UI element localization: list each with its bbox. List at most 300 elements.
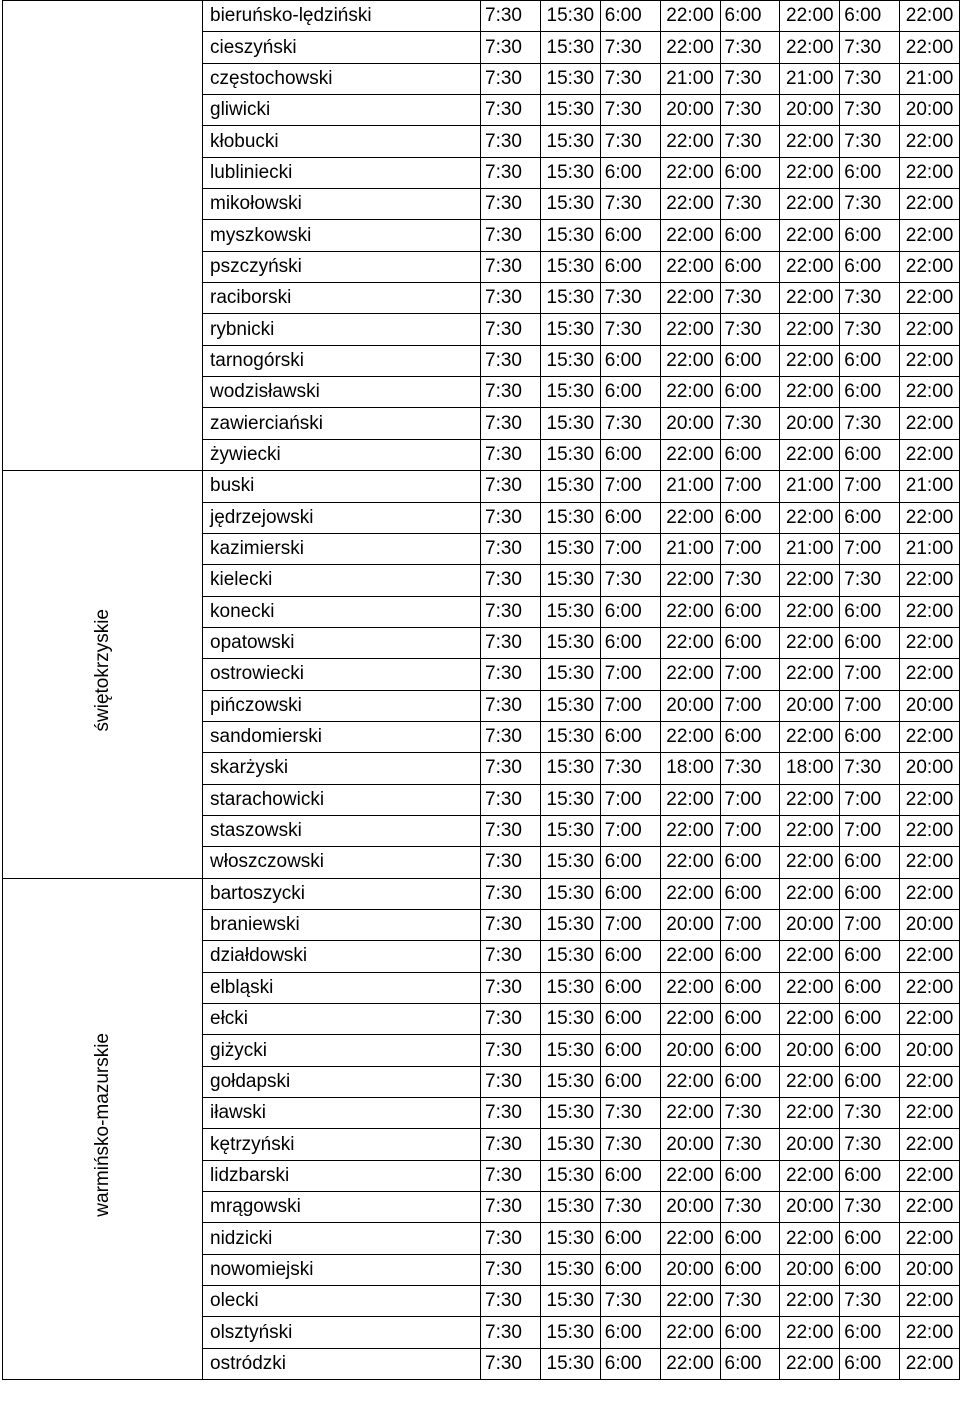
time-cell: 22:00 <box>660 1 720 32</box>
time-cell: 22:00 <box>660 251 720 282</box>
time-cell: 15:30 <box>540 659 600 690</box>
time-cell: 22:00 <box>780 283 840 314</box>
county-name: działdowski <box>203 941 481 972</box>
county-name: kętrzyński <box>203 1129 481 1160</box>
time-cell: 22:00 <box>780 784 840 815</box>
time-cell: 6:00 <box>720 627 780 658</box>
time-cell: 22:00 <box>660 627 720 658</box>
time-cell: 15:30 <box>540 157 600 188</box>
time-cell: 7:30 <box>481 533 541 564</box>
time-cell: 7:30 <box>840 1192 900 1223</box>
time-cell: 22:00 <box>660 283 720 314</box>
time-cell: 22:00 <box>900 784 960 815</box>
time-cell: 22:00 <box>900 377 960 408</box>
time-cell: 6:00 <box>720 878 780 909</box>
time-cell: 22:00 <box>900 627 960 658</box>
time-cell: 20:00 <box>660 1192 720 1223</box>
time-cell: 6:00 <box>600 157 660 188</box>
time-cell: 22:00 <box>780 565 840 596</box>
schedule-body <box>3 1 960 1380</box>
time-cell: 7:00 <box>720 471 780 502</box>
county-name: włoszczowski <box>203 847 481 878</box>
time-cell: 15:30 <box>540 1160 600 1191</box>
time-cell: 7:30 <box>481 1066 541 1097</box>
time-cell: 22:00 <box>900 596 960 627</box>
time-cell: 22:00 <box>660 1004 720 1035</box>
time-cell: 7:30 <box>840 1286 900 1317</box>
time-cell: 6:00 <box>600 251 660 282</box>
table-row <box>3 878 960 909</box>
time-cell: 7:30 <box>481 1098 541 1129</box>
region-label: warmińsko-mazurskie <box>91 1032 113 1217</box>
time-cell: 22:00 <box>780 1160 840 1191</box>
time-cell: 22:00 <box>780 345 840 376</box>
county-name: kielecki <box>203 565 481 596</box>
time-cell: 6:00 <box>840 251 900 282</box>
time-cell: 22:00 <box>660 1286 720 1317</box>
time-cell: 7:00 <box>600 659 660 690</box>
time-cell: 7:30 <box>481 220 541 251</box>
time-cell: 22:00 <box>900 1 960 32</box>
time-cell: 15:30 <box>540 189 600 220</box>
time-cell: 6:00 <box>600 1035 660 1066</box>
time-cell: 7:30 <box>481 941 541 972</box>
time-cell: 7:00 <box>720 909 780 940</box>
time-cell: 22:00 <box>780 1 840 32</box>
time-cell: 7:30 <box>481 283 541 314</box>
time-cell: 7:30 <box>720 283 780 314</box>
time-cell: 6:00 <box>720 345 780 376</box>
time-cell: 15:30 <box>540 627 600 658</box>
time-cell: 7:30 <box>600 1286 660 1317</box>
time-cell: 22:00 <box>660 314 720 345</box>
time-cell: 6:00 <box>720 1035 780 1066</box>
time-cell: 7:00 <box>720 533 780 564</box>
time-cell: 22:00 <box>780 1004 840 1035</box>
county-name: elbląski <box>203 972 481 1003</box>
county-name: ełcki <box>203 1004 481 1035</box>
time-cell: 6:00 <box>840 377 900 408</box>
county-name: olecki <box>203 1286 481 1317</box>
time-cell: 22:00 <box>780 1348 840 1379</box>
time-cell: 22:00 <box>660 784 720 815</box>
time-cell: 6:00 <box>600 972 660 1003</box>
time-cell: 7:30 <box>481 471 541 502</box>
time-cell: 7:30 <box>481 847 541 878</box>
time-cell: 15:30 <box>540 63 600 94</box>
time-cell: 7:30 <box>600 283 660 314</box>
county-name: buski <box>203 471 481 502</box>
time-cell: 22:00 <box>660 1098 720 1129</box>
time-cell: 6:00 <box>840 439 900 470</box>
time-cell: 22:00 <box>780 502 840 533</box>
time-cell: 22:00 <box>660 941 720 972</box>
time-cell: 22:00 <box>900 189 960 220</box>
time-cell: 6:00 <box>840 1317 900 1348</box>
time-cell: 7:30 <box>600 565 660 596</box>
time-cell: 22:00 <box>780 1317 840 1348</box>
time-cell: 7:30 <box>600 189 660 220</box>
time-cell: 7:30 <box>600 408 660 439</box>
time-cell: 6:00 <box>840 1035 900 1066</box>
time-cell: 22:00 <box>900 251 960 282</box>
time-cell: 7:30 <box>720 565 780 596</box>
time-cell: 22:00 <box>660 157 720 188</box>
time-cell: 7:30 <box>481 63 541 94</box>
region-cell <box>3 471 203 878</box>
time-cell: 20:00 <box>780 1254 840 1285</box>
time-cell: 6:00 <box>840 847 900 878</box>
time-cell: 22:00 <box>900 941 960 972</box>
time-cell: 15:30 <box>540 1004 600 1035</box>
time-cell: 7:30 <box>481 909 541 940</box>
time-cell: 6:00 <box>840 157 900 188</box>
region-label: świętokrzyskie <box>91 608 113 732</box>
time-cell: 18:00 <box>660 753 720 784</box>
time-cell: 6:00 <box>720 721 780 752</box>
county-name: jędrzejowski <box>203 502 481 533</box>
time-cell: 22:00 <box>660 32 720 63</box>
time-cell: 7:30 <box>840 314 900 345</box>
time-cell: 7:30 <box>481 189 541 220</box>
time-cell: 15:30 <box>540 251 600 282</box>
time-cell: 22:00 <box>660 847 720 878</box>
time-cell: 6:00 <box>600 627 660 658</box>
time-cell: 20:00 <box>780 95 840 126</box>
time-cell: 20:00 <box>780 1192 840 1223</box>
time-cell: 22:00 <box>900 157 960 188</box>
time-cell: 20:00 <box>780 690 840 721</box>
county-name: lubliniecki <box>203 157 481 188</box>
time-cell: 22:00 <box>780 1066 840 1097</box>
time-cell: 7:30 <box>720 95 780 126</box>
county-name: lidzbarski <box>203 1160 481 1191</box>
time-cell: 6:00 <box>600 1066 660 1097</box>
time-cell: 7:30 <box>481 126 541 157</box>
time-cell: 22:00 <box>780 126 840 157</box>
time-cell: 22:00 <box>900 502 960 533</box>
table-row <box>3 1 960 32</box>
county-name: kłobucki <box>203 126 481 157</box>
time-cell: 6:00 <box>600 1160 660 1191</box>
time-cell: 20:00 <box>780 1035 840 1066</box>
time-cell: 22:00 <box>900 345 960 376</box>
time-cell: 6:00 <box>840 1254 900 1285</box>
time-cell: 22:00 <box>660 1348 720 1379</box>
time-cell: 22:00 <box>900 721 960 752</box>
time-cell: 6:00 <box>840 596 900 627</box>
county-name: skarżyski <box>203 753 481 784</box>
time-cell: 6:00 <box>600 721 660 752</box>
county-name: gołdapski <box>203 1066 481 1097</box>
time-cell: 22:00 <box>900 1192 960 1223</box>
time-cell: 7:30 <box>481 596 541 627</box>
time-cell: 7:30 <box>600 95 660 126</box>
time-cell: 6:00 <box>600 1223 660 1254</box>
time-cell: 6:00 <box>720 1348 780 1379</box>
time-cell: 21:00 <box>900 63 960 94</box>
time-cell: 7:00 <box>840 815 900 846</box>
time-cell: 6:00 <box>840 721 900 752</box>
time-cell: 6:00 <box>600 1254 660 1285</box>
time-cell: 22:00 <box>900 1004 960 1035</box>
time-cell: 22:00 <box>660 1066 720 1097</box>
time-cell: 18:00 <box>780 753 840 784</box>
time-cell: 7:30 <box>840 565 900 596</box>
time-cell: 7:00 <box>600 909 660 940</box>
time-cell: 6:00 <box>840 502 900 533</box>
time-cell: 15:30 <box>540 126 600 157</box>
time-cell: 20:00 <box>660 1254 720 1285</box>
time-cell: 7:30 <box>481 690 541 721</box>
time-cell: 22:00 <box>900 408 960 439</box>
time-cell: 7:30 <box>840 753 900 784</box>
time-cell: 22:00 <box>780 32 840 63</box>
time-cell: 6:00 <box>720 1 780 32</box>
time-cell: 6:00 <box>840 1004 900 1035</box>
county-name: pińczowski <box>203 690 481 721</box>
county-name: częstochowski <box>203 63 481 94</box>
time-cell: 7:30 <box>481 32 541 63</box>
time-cell: 15:30 <box>540 690 600 721</box>
time-cell: 22:00 <box>900 1129 960 1160</box>
time-cell: 22:00 <box>900 1098 960 1129</box>
time-cell: 7:30 <box>481 1223 541 1254</box>
county-name: bartoszycki <box>203 878 481 909</box>
time-cell: 7:30 <box>481 1317 541 1348</box>
time-cell: 7:30 <box>481 314 541 345</box>
time-cell: 7:30 <box>720 189 780 220</box>
county-name: olsztyński <box>203 1317 481 1348</box>
time-cell: 7:30 <box>481 1035 541 1066</box>
time-cell: 22:00 <box>660 189 720 220</box>
county-name: myszkowski <box>203 220 481 251</box>
time-cell: 15:30 <box>540 345 600 376</box>
time-cell: 15:30 <box>540 95 600 126</box>
time-cell: 7:30 <box>840 126 900 157</box>
time-cell: 7:00 <box>720 659 780 690</box>
time-cell: 22:00 <box>660 1223 720 1254</box>
time-cell: 7:30 <box>840 63 900 94</box>
time-cell: 15:30 <box>540 220 600 251</box>
time-cell: 6:00 <box>720 1004 780 1035</box>
time-cell: 22:00 <box>900 1066 960 1097</box>
time-cell: 22:00 <box>900 1160 960 1191</box>
time-cell: 22:00 <box>780 439 840 470</box>
time-cell: 22:00 <box>660 439 720 470</box>
time-cell: 7:30 <box>840 32 900 63</box>
time-cell: 22:00 <box>780 220 840 251</box>
time-cell: 7:30 <box>481 439 541 470</box>
time-cell: 7:30 <box>481 878 541 909</box>
county-name: ostródzki <box>203 1348 481 1379</box>
county-name: gliwicki <box>203 95 481 126</box>
time-cell: 7:30 <box>481 1348 541 1379</box>
time-cell: 7:30 <box>481 1254 541 1285</box>
time-cell: 21:00 <box>900 533 960 564</box>
time-cell: 6:00 <box>720 1317 780 1348</box>
time-cell: 6:00 <box>600 220 660 251</box>
time-cell: 7:30 <box>720 63 780 94</box>
schedule-table <box>2 0 960 1380</box>
time-cell: 6:00 <box>720 220 780 251</box>
county-name: pszczyński <box>203 251 481 282</box>
time-cell: 22:00 <box>780 878 840 909</box>
time-cell: 7:30 <box>600 126 660 157</box>
time-cell: 6:00 <box>840 1348 900 1379</box>
time-cell: 22:00 <box>900 1223 960 1254</box>
time-cell: 22:00 <box>780 1098 840 1129</box>
time-cell: 22:00 <box>660 1160 720 1191</box>
time-cell: 6:00 <box>720 596 780 627</box>
time-cell: 22:00 <box>660 565 720 596</box>
time-cell: 15:30 <box>540 1129 600 1160</box>
time-cell: 20:00 <box>900 95 960 126</box>
time-cell: 15:30 <box>540 909 600 940</box>
time-cell: 7:30 <box>720 753 780 784</box>
time-cell: 7:30 <box>720 314 780 345</box>
time-cell: 7:30 <box>840 95 900 126</box>
time-cell: 20:00 <box>660 1129 720 1160</box>
time-cell: 15:30 <box>540 972 600 1003</box>
time-cell: 6:00 <box>720 1160 780 1191</box>
time-cell: 15:30 <box>540 471 600 502</box>
time-cell: 7:30 <box>600 1098 660 1129</box>
county-name: kazimierski <box>203 533 481 564</box>
county-name: raciborski <box>203 283 481 314</box>
time-cell: 7:30 <box>720 126 780 157</box>
time-cell: 6:00 <box>600 1348 660 1379</box>
time-cell: 22:00 <box>660 1317 720 1348</box>
time-cell: 15:30 <box>540 596 600 627</box>
region-cell <box>3 878 203 1380</box>
time-cell: 7:30 <box>481 972 541 1003</box>
time-cell: 15:30 <box>540 721 600 752</box>
county-name: braniewski <box>203 909 481 940</box>
time-cell: 22:00 <box>660 596 720 627</box>
time-cell: 7:00 <box>840 690 900 721</box>
time-cell: 15:30 <box>540 1254 600 1285</box>
time-cell: 15:30 <box>540 815 600 846</box>
time-cell: 7:30 <box>720 32 780 63</box>
time-cell: 15:30 <box>540 1348 600 1379</box>
time-cell: 7:00 <box>840 784 900 815</box>
time-cell: 6:00 <box>840 220 900 251</box>
time-cell: 6:00 <box>720 502 780 533</box>
time-cell: 6:00 <box>600 941 660 972</box>
time-cell: 6:00 <box>840 941 900 972</box>
time-cell: 21:00 <box>900 471 960 502</box>
time-cell: 7:00 <box>720 815 780 846</box>
time-cell: 15:30 <box>540 1317 600 1348</box>
time-cell: 7:30 <box>840 189 900 220</box>
time-cell: 6:00 <box>720 1254 780 1285</box>
time-cell: 22:00 <box>660 345 720 376</box>
time-cell: 6:00 <box>720 251 780 282</box>
time-cell: 6:00 <box>840 1 900 32</box>
time-cell: 7:30 <box>720 1129 780 1160</box>
time-cell: 6:00 <box>600 596 660 627</box>
time-cell: 7:30 <box>720 1192 780 1223</box>
time-cell: 22:00 <box>780 721 840 752</box>
time-cell: 7:30 <box>481 502 541 533</box>
time-cell: 22:00 <box>780 1286 840 1317</box>
time-cell: 22:00 <box>900 1348 960 1379</box>
time-cell: 22:00 <box>660 721 720 752</box>
time-cell: 7:30 <box>481 377 541 408</box>
time-cell: 22:00 <box>900 283 960 314</box>
time-cell: 7:30 <box>481 95 541 126</box>
time-cell: 20:00 <box>780 1129 840 1160</box>
time-cell: 15:30 <box>540 878 600 909</box>
time-cell: 15:30 <box>540 32 600 63</box>
time-cell: 22:00 <box>780 627 840 658</box>
county-name: staszowski <box>203 815 481 846</box>
county-name: giżycki <box>203 1035 481 1066</box>
time-cell: 15:30 <box>540 1035 600 1066</box>
time-cell: 20:00 <box>900 753 960 784</box>
time-cell: 15:30 <box>540 847 600 878</box>
time-cell: 7:30 <box>481 1286 541 1317</box>
time-cell: 7:30 <box>481 659 541 690</box>
time-cell: 22:00 <box>900 659 960 690</box>
time-cell: 7:30 <box>840 408 900 439</box>
time-cell: 7:00 <box>720 784 780 815</box>
time-cell: 7:30 <box>481 157 541 188</box>
time-cell: 21:00 <box>660 471 720 502</box>
time-cell: 6:00 <box>720 377 780 408</box>
time-cell: 7:30 <box>720 1286 780 1317</box>
time-cell: 6:00 <box>840 627 900 658</box>
time-cell: 20:00 <box>660 1035 720 1066</box>
county-name: mrągowski <box>203 1192 481 1223</box>
county-name: mikołowski <box>203 189 481 220</box>
time-cell: 22:00 <box>900 439 960 470</box>
time-cell: 7:30 <box>840 283 900 314</box>
time-cell: 7:00 <box>600 690 660 721</box>
time-cell: 22:00 <box>900 1317 960 1348</box>
time-cell: 6:00 <box>840 1066 900 1097</box>
county-name: iławski <box>203 1098 481 1129</box>
time-cell: 15:30 <box>540 408 600 439</box>
time-cell: 7:00 <box>600 815 660 846</box>
time-cell: 15:30 <box>540 1098 600 1129</box>
time-cell: 22:00 <box>900 847 960 878</box>
time-cell: 15:30 <box>540 1 600 32</box>
county-name: zawierciański <box>203 408 481 439</box>
time-cell: 22:00 <box>660 502 720 533</box>
time-cell: 22:00 <box>780 314 840 345</box>
time-cell: 21:00 <box>660 533 720 564</box>
time-cell: 20:00 <box>660 909 720 940</box>
time-cell: 22:00 <box>780 1223 840 1254</box>
time-cell: 6:00 <box>840 1223 900 1254</box>
county-name: konecki <box>203 596 481 627</box>
time-cell: 7:30 <box>481 815 541 846</box>
time-cell: 22:00 <box>900 220 960 251</box>
table-row <box>3 471 960 502</box>
time-cell: 6:00 <box>600 1317 660 1348</box>
time-cell: 22:00 <box>660 377 720 408</box>
time-cell: 6:00 <box>600 878 660 909</box>
time-cell: 7:00 <box>600 533 660 564</box>
time-cell: 15:30 <box>540 565 600 596</box>
time-cell: 15:30 <box>540 533 600 564</box>
time-cell: 7:30 <box>720 1098 780 1129</box>
region-cell <box>3 1 203 471</box>
time-cell: 21:00 <box>660 63 720 94</box>
time-cell: 15:30 <box>540 502 600 533</box>
